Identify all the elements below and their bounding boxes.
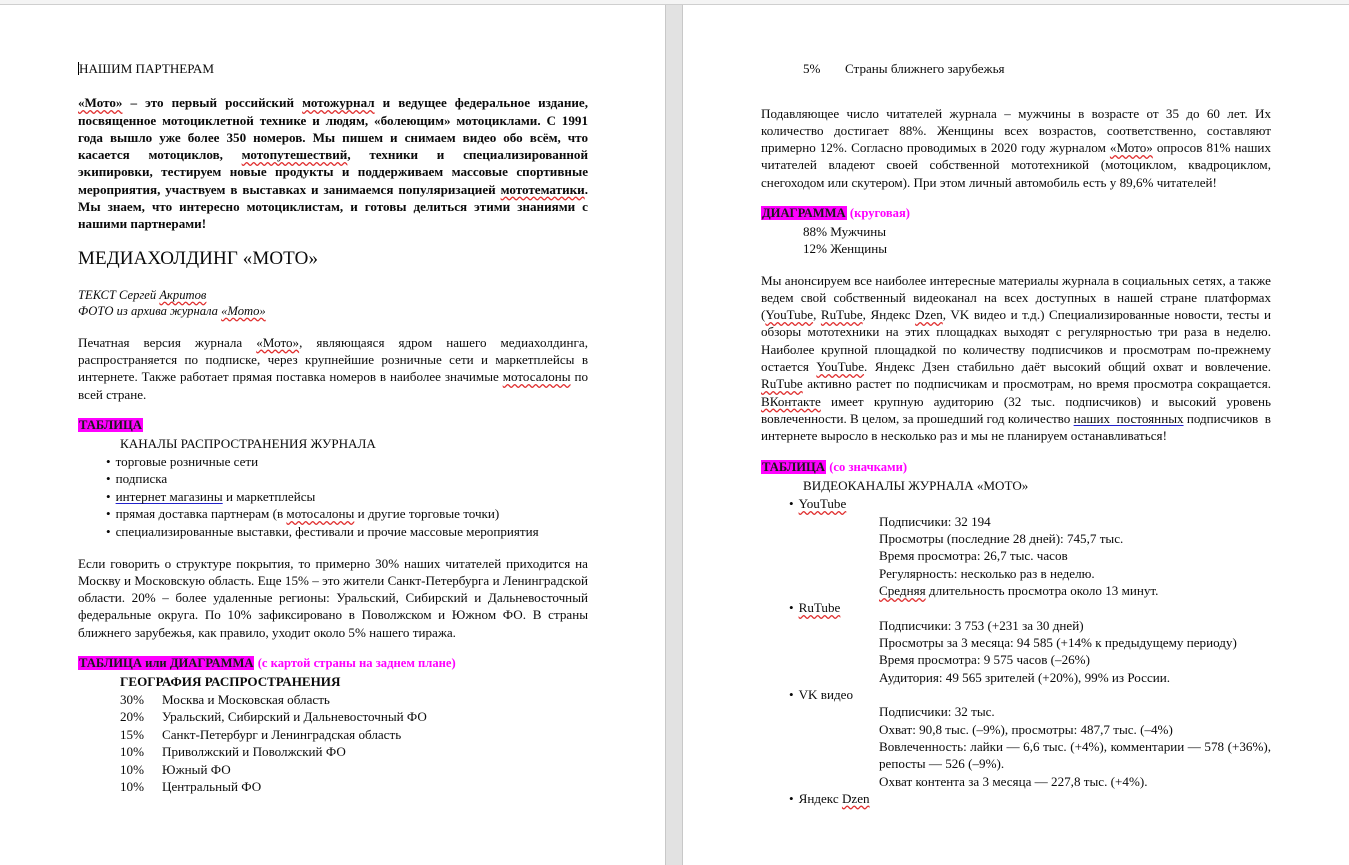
marker-chart-note: (круговая) — [849, 205, 910, 220]
distribution-paragraph: Печатная версия журнала «Мото», являющаяся ядром нашего медиахолдинга, распространяется по подписке, через крупнейшие розничные сети и маркетплейсы в интернете. Также работает прямая поставка номеров в наиболее значимые мотосалоны по всей стране. — [78, 334, 589, 402]
table-row — [120, 778, 588, 796]
marker-table-or-chart — [78, 654, 588, 672]
social-paragraph: Мы анонсируем все наиболее интересные материалы журнала в социальных сетях, а также ведем свой собственный видеоканал на всех доступных в нашей стране платформах (YouTube, RuTube, Яндекс Dzen, VK видео и т.д.) Специализированные новости, тесты и обзоры мототехники на этих площадках выходят с регулярностью три раза в неделю. Наиболее крупной площадкой по количеству подписчиков и просмотрам по-прежнему остается YouTube. Яндекс Дзен стабильно даёт высокий общий охват и вовлечение. RuTube активно растет по подписчикам и просмотрам, но время просмотра сокращается. ВКонтакте имеет крупную аудиторию (32 тыс. подписчиков) и высокий уровень вовлеченности. В целом, за прошедший год количество наших постоянных подписчиков в интернете выросло в несколько раз и мы не планируем останавливаться! — [761, 272, 1272, 444]
geo-label: Приволжский и Поволжский ФО — [162, 744, 346, 760]
geography-block — [78, 654, 588, 796]
geo-percent: 15% — [120, 726, 145, 742]
document-page-right[interactable] — [682, 5, 1349, 865]
channel-stat: Подписчики: 3 753 (+231 за 30 дней) — [879, 617, 1084, 633]
geo-label: Страны ближнего зарубежья — [845, 61, 1005, 76]
channel-name: YouTube — [798, 496, 847, 512]
channel-stat: Регулярность: несколько раз в неделю. — [879, 565, 1095, 581]
kicker-heading — [78, 60, 588, 77]
channels-title: КАНАЛЫ РАСПРОСТРАНЕНИЯ ЖУРНАЛА — [120, 435, 376, 451]
geo-percent: 10% — [120, 744, 145, 760]
geography-list — [78, 691, 588, 796]
channel-stat: Охват: 90,8 тыс. (–9%), просмотры: 487,7 тыс. (–4%) — [879, 721, 1173, 737]
list-item: • VK видео — [789, 686, 853, 702]
table-row — [120, 708, 588, 726]
intro-paragraph: «Мото» – это первый российский мотожурнал и ведущее федеральное издание, посвященное мотоциклетной технике и людям, «болеющим» мотоциклами. С 1991 года вышло уже более 350 номеров. Мы пишем и снимаем видео обо всём, что касается мотоциклов, мотопутешествий, техники и специализированной экипировки, тестируем новые продукты и поддерживаем массовые спортивные мероприятия, участвуем в выставках и занимаемся популяризацией мототематики. Мы знаем, что интересно мотоциклистам, и готовы делиться этими знаниями с нашими партнерами! — [78, 95, 588, 232]
geo-label: Москва и Московская область — [162, 691, 330, 707]
channel-name: RuTube — [798, 600, 841, 616]
list-item-label: подписка — [115, 471, 168, 487]
channel-stat: Подписчики: 32 тыс. — [879, 704, 995, 720]
table-row-continued — [803, 60, 1271, 78]
page-left-content — [78, 60, 588, 810]
list-item-label: специализированные выставки, фестивали и прочие массовые мероприятия — [115, 523, 539, 539]
channel-name: VK видео — [798, 686, 853, 702]
list-item-label: торговые розничные сети — [115, 453, 259, 469]
list-item: • интернет магазины и маркетплейсы — [106, 488, 316, 504]
marker-table-icons-label: ТАБЛИЦА — [762, 460, 825, 475]
geo-percent: 30% — [120, 691, 145, 707]
video-channels-title: ВИДЕОКАНАЛЫ ЖУРНАЛА «МОТО» — [803, 478, 1029, 494]
marker-table-label: ТАБЛИЦА — [79, 417, 142, 432]
coverage-paragraph: Если говорить о структуре покрытия, то примерно 30% наших читателей приходится на Москву и Московскую область. Еще 15% – это жители Санкт-Петербурга и Ленинградской области. 20% – более удаленные регионы: Уральский, Сибирский и Дальневосточный федеральные округа. По 10% зафиксировано в Поволжском и Южном ФО. В страны ближнего зарубежья, как правило, уходит около 5% нашего тиража. — [78, 555, 588, 640]
marker-chart-label: ДИАГРАММА — [762, 205, 846, 220]
geo-percent: 20% — [120, 709, 145, 725]
geography-title: ГЕОГРАФИЯ РАСПРОСТРАНЕНИЯ — [120, 673, 341, 689]
channel-stat: Просмотры за 3 месяца: 94 585 (+14% к предыдущему периоду) — [879, 635, 1237, 651]
table-row — [120, 743, 588, 761]
list-item: • прямая доставка партнерам (в мотосалоны и другие торговые точки) — [106, 506, 500, 522]
pie-slice-row: 88% Мужчины — [803, 223, 887, 239]
audience-paragraph: Подавляющее число читателей журнала – мужчины в возрасте от 35 до 60 лет. Их количество достигает 88%. Женщины всех возрастов, соответственно, составляют примерно 12%. Согласно проводимых в 2020 году журналом «Мото» опросов 81% наших читателей владеют своей собственной мототехникой (мотоциклом, квадроциклом, снегоходом или скутером). При этом личный автомобиль есть у 89,6% читателей! — [761, 105, 1271, 190]
channel-stat: Время просмотра: 26,7 тыс. часов — [879, 548, 1068, 564]
marker-chart — [761, 204, 1271, 222]
credit-photo-line: ФОТО из архива журнала «Мото» — [78, 303, 266, 318]
list-item: • специализированные выставки, фестивали и прочие массовые мероприятия — [106, 523, 539, 539]
table-row — [120, 726, 588, 744]
page-title: МЕДИАХОЛДИНГ «МОТО» — [78, 247, 319, 269]
gender-chart-block — [761, 204, 1271, 258]
geo-percent: 5% — [803, 61, 821, 76]
video-channels-list — [789, 495, 1271, 807]
channel-stat: Аудитория: 49 565 зрителей (+20%), 99% из России. — [879, 669, 1171, 685]
table-row — [120, 691, 588, 709]
channel-stat: Вовлеченность: лайки — 6,6 тыс. (+4%), комментарии — 578 (+36%), репосты — 526 (–9%). — [879, 739, 1271, 772]
channels-list — [106, 453, 588, 541]
kicker-heading-text: НАШИМ ПАРТНЕРАМ — [79, 61, 215, 76]
geo-percent: 10% — [120, 761, 145, 777]
list-item: • Яндекс Dzen — [789, 790, 870, 806]
credit-text-line: ТЕКСТ Сергей Акритов — [78, 287, 207, 302]
channel-stat: Время просмотра: 9 575 часов (–26%) — [879, 652, 1090, 668]
marker-table-icons-note: (со значками) — [829, 460, 908, 475]
channel-stat: Средняя длительность просмотра около 13 минут. — [879, 582, 1159, 598]
marker-table-or-chart-label: ТАБЛИЦА или ДИАГРАММА — [79, 655, 254, 670]
channel-stat: Охват контента за 3 месяца — 227,8 тыс. (+4%). — [879, 773, 1148, 789]
marker-table-icons — [761, 458, 1271, 476]
list-item: • RuTube — [789, 600, 841, 616]
geo-label: Уральский, Сибирский и Дальневосточный ФО — [162, 709, 427, 725]
page-right-content — [761, 60, 1271, 821]
geo-percent: 10% — [120, 779, 145, 795]
geo-label: Южный ФО — [162, 761, 231, 777]
geo-label: Центральный ФО — [162, 779, 262, 795]
table-row — [120, 761, 588, 779]
list-item: • торговые розничные сети — [106, 453, 259, 469]
channel-stat: Подписчики: 32 194 — [879, 513, 991, 529]
pie-slice-row: 12% Женщины — [803, 241, 888, 257]
channel-stat: Просмотры (последние 28 дней): 745,7 тыс. — [879, 531, 1124, 547]
geo-label: Санкт-Петербург и Ленинградская область — [162, 726, 402, 742]
document-page-left[interactable] — [0, 5, 666, 865]
channels-block — [78, 416, 588, 541]
marker-table — [78, 416, 588, 434]
credits — [78, 287, 588, 319]
marker-table-or-chart-note: (с картой страны на заднем плане) — [257, 655, 456, 670]
list-item: • подписка — [106, 471, 168, 487]
list-item: • YouTube — [789, 496, 847, 512]
video-channels-block — [761, 458, 1271, 807]
